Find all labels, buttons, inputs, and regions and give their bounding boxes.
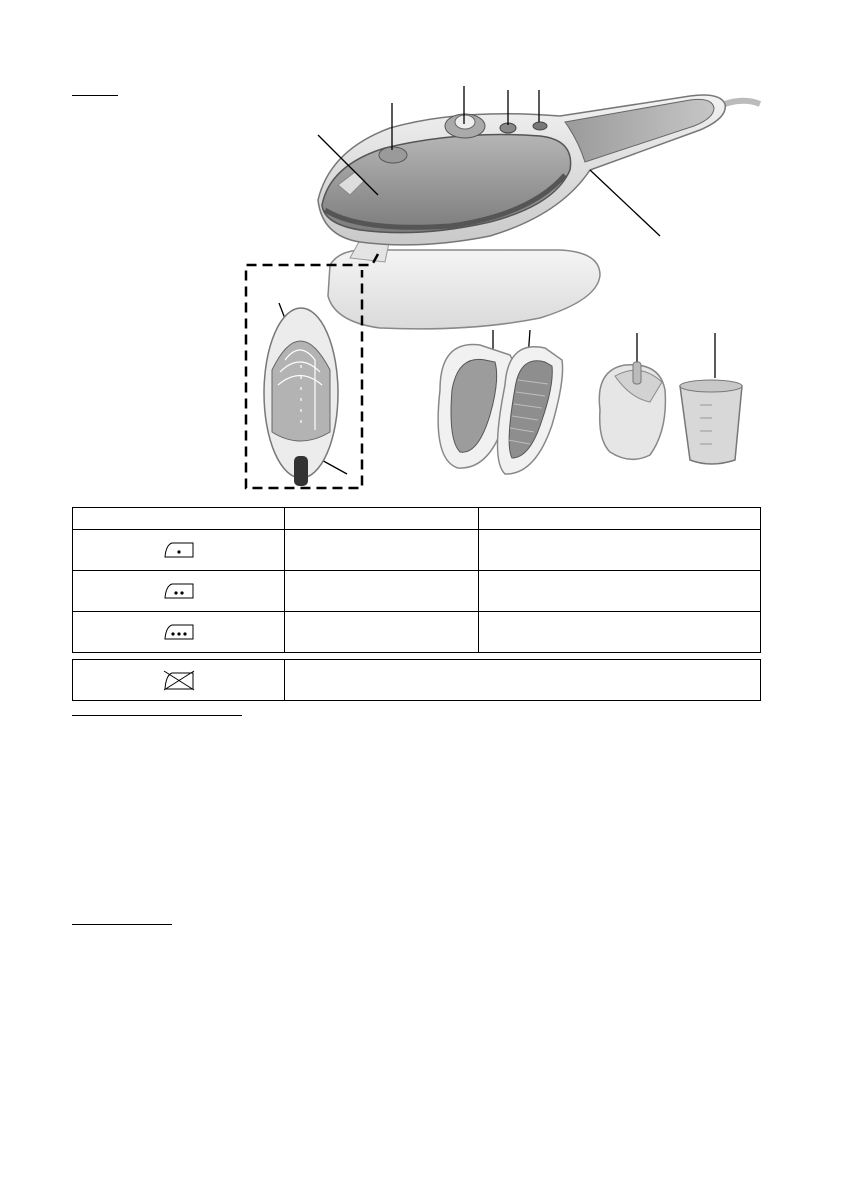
table-row — [73, 530, 761, 571]
table-row — [73, 660, 761, 701]
fabric-cell — [285, 612, 479, 653]
temperature-table — [72, 507, 761, 653]
table-row — [73, 571, 761, 612]
brush-attachments — [438, 345, 562, 474]
do-not-iron-icon — [162, 669, 196, 691]
symbol-cell — [73, 612, 285, 653]
steamer-illustration — [0, 0, 841, 500]
setting-cell — [479, 612, 761, 653]
fabric-cell — [285, 571, 479, 612]
product-figure — [0, 0, 841, 500]
crease-attachment — [599, 362, 665, 459]
iron-three-dots-icon — [162, 623, 196, 641]
table-header-symbol — [73, 508, 285, 530]
table-header-setting — [479, 508, 761, 530]
iron-two-dots-icon — [162, 582, 196, 600]
setting-cell — [479, 571, 761, 612]
fabric-cell — [285, 530, 479, 571]
no-iron-text-cell — [285, 660, 761, 701]
iron-one-dot-icon — [162, 541, 196, 559]
no-iron-table — [72, 659, 761, 701]
table-header-fabric — [285, 508, 479, 530]
setting-cell — [479, 530, 761, 571]
stand-base — [328, 250, 600, 329]
soleplate-view — [264, 308, 338, 486]
table-row — [73, 612, 761, 653]
symbol-cell — [73, 660, 285, 701]
measuring-cup — [680, 380, 742, 464]
indicator-light — [533, 122, 547, 130]
symbol-cell — [73, 571, 285, 612]
table-header-row — [73, 508, 761, 530]
steam-button — [379, 147, 407, 163]
heading-3-underline — [72, 924, 172, 925]
symbol-cell — [73, 530, 285, 571]
heading-2-underline — [72, 715, 242, 716]
